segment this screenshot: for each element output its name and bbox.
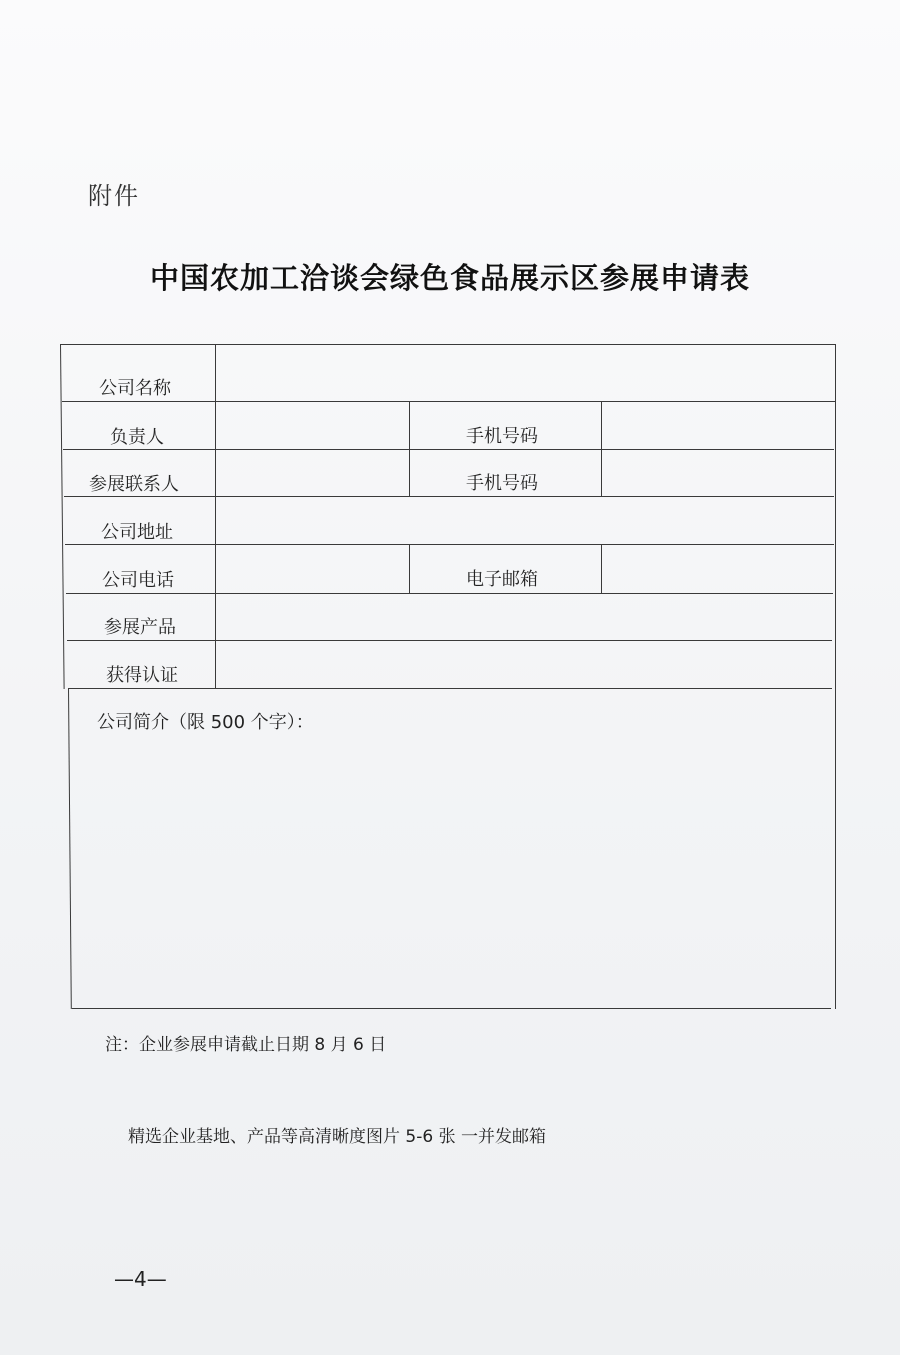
table-row-divider — [63, 449, 834, 450]
person-in-charge-label: 负责人 — [110, 427, 164, 448]
person-in-charge-field[interactable] — [218, 404, 406, 444]
exhibit-products-label: 参展产品 — [104, 617, 176, 638]
exhibit-products-field[interactable] — [218, 596, 831, 636]
table-row-divider — [68, 688, 832, 689]
company-phone-label: 公司电话 — [102, 570, 174, 591]
deadline-note: 注：企业参展申请截止日期 8 月 6 日 — [105, 1035, 387, 1055]
certifications-field[interactable] — [218, 643, 831, 683]
table-column-divider — [601, 544, 602, 593]
email-label: 电子邮箱 — [466, 569, 538, 590]
mobile-label: 手机号码 — [466, 473, 538, 494]
company-name-field[interactable] — [218, 347, 833, 399]
exhibit-contact-field[interactable] — [218, 452, 406, 492]
person-in-charge-mobile-field[interactable] — [604, 404, 833, 444]
table-row-divider — [62, 401, 835, 402]
page-number: —4— — [114, 1267, 167, 1291]
exhibit-contact-mobile-field[interactable] — [604, 452, 833, 492]
company-address-label: 公司地址 — [101, 522, 173, 543]
exhibit-contact-label: 参展联系人 — [89, 474, 179, 495]
table-label-column-divider — [215, 344, 216, 689]
table-row-divider — [67, 640, 832, 641]
company-phone-field[interactable] — [218, 547, 406, 587]
company-intro-field[interactable] — [74, 735, 829, 1005]
table-border-left — [68, 688, 72, 1009]
company-intro-label: 公司简介（限 500 个字）： — [97, 712, 314, 733]
table-column-divider — [601, 401, 602, 497]
certifications-label: 获得认证 — [106, 665, 178, 686]
table-border-bottom — [72, 1008, 831, 1009]
company-name-label: 公司名称 — [99, 378, 171, 399]
table-border-right — [835, 344, 836, 1009]
table-column-divider — [409, 401, 410, 497]
table-row-divider — [66, 593, 833, 594]
table-row-divider — [64, 496, 834, 497]
photo-note: 精选企业基地、产品等高清晰度图片 5-6 张 一并发邮箱 — [128, 1127, 546, 1147]
email-field[interactable] — [604, 547, 833, 587]
page-title: 中国农加工洽谈会绿色食品展示区参展申请表 — [149, 261, 750, 295]
table-row-divider — [65, 544, 834, 545]
table-border-top — [60, 344, 836, 345]
table-border-left — [60, 344, 65, 689]
table-column-divider — [409, 544, 410, 593]
attachment-label: 附件 — [88, 182, 140, 210]
company-address-field[interactable] — [218, 499, 833, 539]
mobile-label: 手机号码 — [466, 426, 538, 447]
